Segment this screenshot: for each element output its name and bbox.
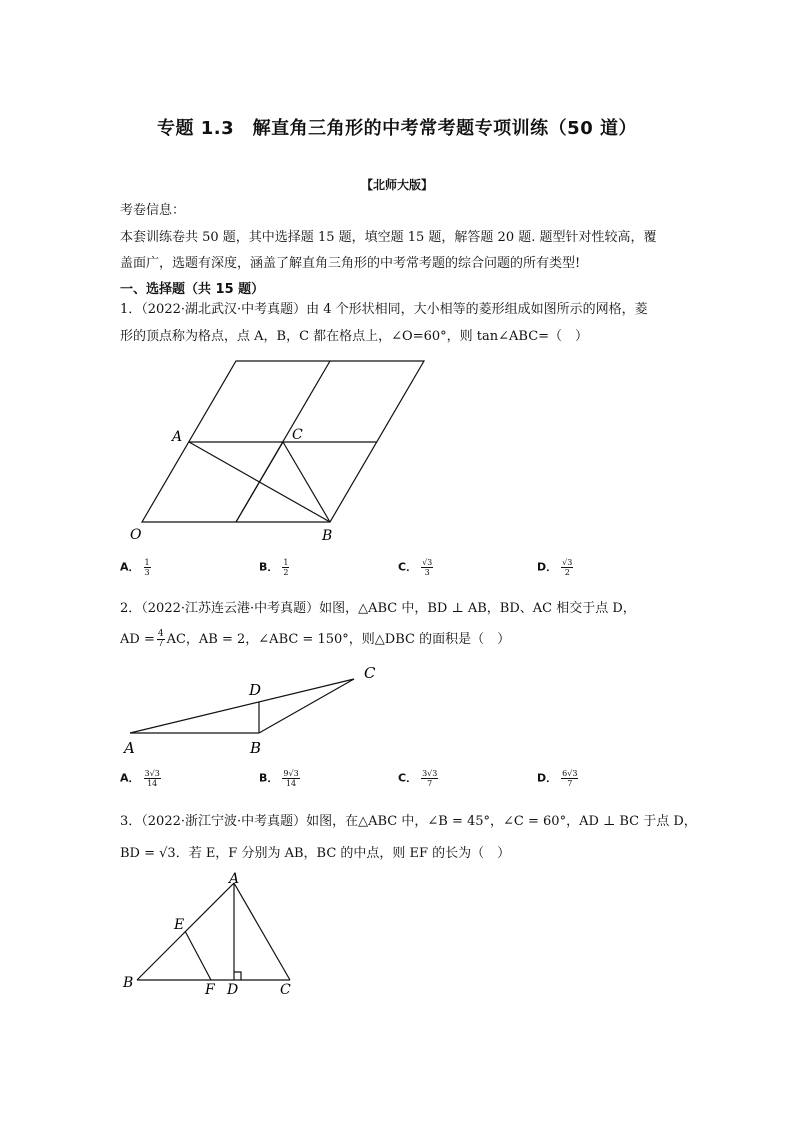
q1-option-a-fraction bbox=[144, 558, 151, 577]
q1-option-b-num: 1 bbox=[283, 558, 289, 567]
q1-option-c-fraction bbox=[421, 558, 433, 577]
q2-segment-ac bbox=[130, 679, 354, 733]
info-line-2: 盖面广，选题有深度，涵盖了解直角三角形的中考常考题的综合问题的所有类型! bbox=[120, 256, 581, 271]
q1-option-c-label: C． bbox=[398, 560, 418, 574]
q1-label-o: O bbox=[130, 527, 142, 543]
q1-option-d-fraction bbox=[561, 558, 573, 577]
q2-option-b[interactable] bbox=[259, 769, 300, 788]
q2-option-b-label: B． bbox=[259, 771, 279, 785]
q1-option-a[interactable] bbox=[120, 558, 151, 577]
q1-segment-cb bbox=[283, 442, 330, 522]
q1-option-d[interactable] bbox=[537, 558, 573, 577]
q2-option-c-label: C． bbox=[398, 771, 418, 785]
q2-option-b-den: 14 bbox=[285, 779, 297, 788]
q1-stem-line-2: 形的顶点称为格点，点 A，B，C 都在格点上，∠O=60°，则 tan∠ABC=（ ） bbox=[120, 329, 589, 344]
q2-option-a-num: 3√3 bbox=[144, 769, 160, 778]
q2-option-a-den: 14 bbox=[147, 779, 158, 788]
edition-label: 【北师大版】 bbox=[360, 178, 433, 192]
q2-option-b-num: 9√3 bbox=[283, 769, 299, 778]
info-heading: 考卷信息： bbox=[120, 203, 186, 218]
q3-stem-line-1: 3．（2022·浙江宁波·中考真题）如图，在△ABC 中，∠B = 45°，∠C = 60°，AD ⊥ BC 于点 D， bbox=[120, 814, 697, 829]
q1-option-b[interactable] bbox=[259, 558, 289, 577]
q2-stem-line-2 bbox=[120, 628, 510, 649]
q1-option-b-label: B． bbox=[259, 560, 279, 574]
q2-stem-rest: AC，AB = 2，∠ABC = 150°，则△DBC 的面积是（ ） bbox=[166, 632, 511, 647]
q2-option-a-fraction bbox=[144, 769, 161, 788]
q1-option-a-num: 1 bbox=[144, 558, 150, 567]
q2-stem-fraction bbox=[157, 630, 165, 649]
q1-option-c-num: √3 bbox=[422, 558, 433, 567]
q2-stem-frac-num: 4 bbox=[157, 629, 164, 639]
section-heading: 一、选择题（共 15 题） bbox=[120, 282, 265, 297]
q3-segment-ef bbox=[185, 931, 211, 980]
q2-option-c-den: 7 bbox=[427, 779, 433, 788]
q2-stem-frac-den: 7 bbox=[157, 639, 164, 649]
q2-label-d: D bbox=[249, 681, 262, 699]
q3-label-a: A bbox=[229, 871, 240, 887]
q2-option-a[interactable] bbox=[120, 769, 161, 788]
q2-stem-line-1: 2．（2022·江苏连云港·中考真题）如图，△ABC 中，BD ⊥ AB，BD、AC 相交于点 D， bbox=[120, 601, 636, 616]
q1-option-d-label: D． bbox=[537, 560, 558, 574]
q1-segment-c-low bbox=[236, 442, 283, 522]
info-line-1: 本套训练卷共 50 题，其中选择题 15 题，填空题 15 题，解答题 20 题. 题型针对性较高，覆 bbox=[120, 230, 657, 245]
q2-option-d[interactable] bbox=[537, 769, 578, 788]
q1-option-a-den: 3 bbox=[144, 568, 150, 577]
q2-stem-ad-prefix: AD = bbox=[120, 632, 155, 647]
q2-option-d-fraction bbox=[561, 769, 578, 788]
q2-option-c-fraction bbox=[421, 769, 438, 788]
q3-stem-line-2: BD = √3．若 E，F 分别为 AB，BC 的中点，则 EF 的长为（ ） bbox=[120, 846, 511, 861]
q1-option-d-den: 2 bbox=[564, 568, 570, 577]
q3-label-e: E bbox=[174, 917, 185, 933]
q2-label-b: B bbox=[250, 739, 262, 757]
q1-option-c[interactable] bbox=[398, 558, 433, 577]
q2-option-b-fraction bbox=[282, 769, 299, 788]
q1-option-b-fraction bbox=[282, 558, 289, 577]
q2-segment-bc bbox=[259, 679, 354, 733]
page-title: 专题 1.3 解直角三角形的中考常考题专项训练（50 道） bbox=[157, 118, 637, 139]
q2-option-d-num: 6√3 bbox=[562, 769, 578, 778]
q3-label-f: F bbox=[205, 982, 215, 998]
q3-label-c: C bbox=[280, 982, 291, 998]
q2-option-a-label: A． bbox=[120, 771, 140, 785]
q2-label-c: C bbox=[364, 664, 376, 682]
q3-label-d: D bbox=[227, 982, 239, 998]
q3-segment-ac bbox=[234, 883, 290, 980]
q2-option-d-label: D． bbox=[537, 771, 558, 785]
q2-option-d-den: 7 bbox=[567, 779, 573, 788]
q3-label-b: B bbox=[123, 975, 134, 991]
q2-option-c-num: 3√3 bbox=[422, 769, 438, 778]
q3-right-angle-mark bbox=[234, 972, 241, 980]
q1-option-d-num: √3 bbox=[562, 558, 573, 567]
q1-label-b: B bbox=[322, 528, 333, 544]
q1-stem-line-1: 1．（2022·湖北武汉·中考真题）由 4 个形状相同，大小相等的菱形组成如图所示的网格，菱 bbox=[120, 302, 648, 317]
q2-option-c[interactable] bbox=[398, 769, 438, 788]
q1-option-c-den: 3 bbox=[424, 568, 430, 577]
q1-label-c: C bbox=[292, 427, 303, 443]
q2-label-a: A bbox=[124, 739, 135, 757]
q1-option-b-den: 2 bbox=[283, 568, 289, 577]
q1-option-a-label: A． bbox=[120, 560, 140, 574]
q1-label-a: A bbox=[172, 429, 183, 445]
